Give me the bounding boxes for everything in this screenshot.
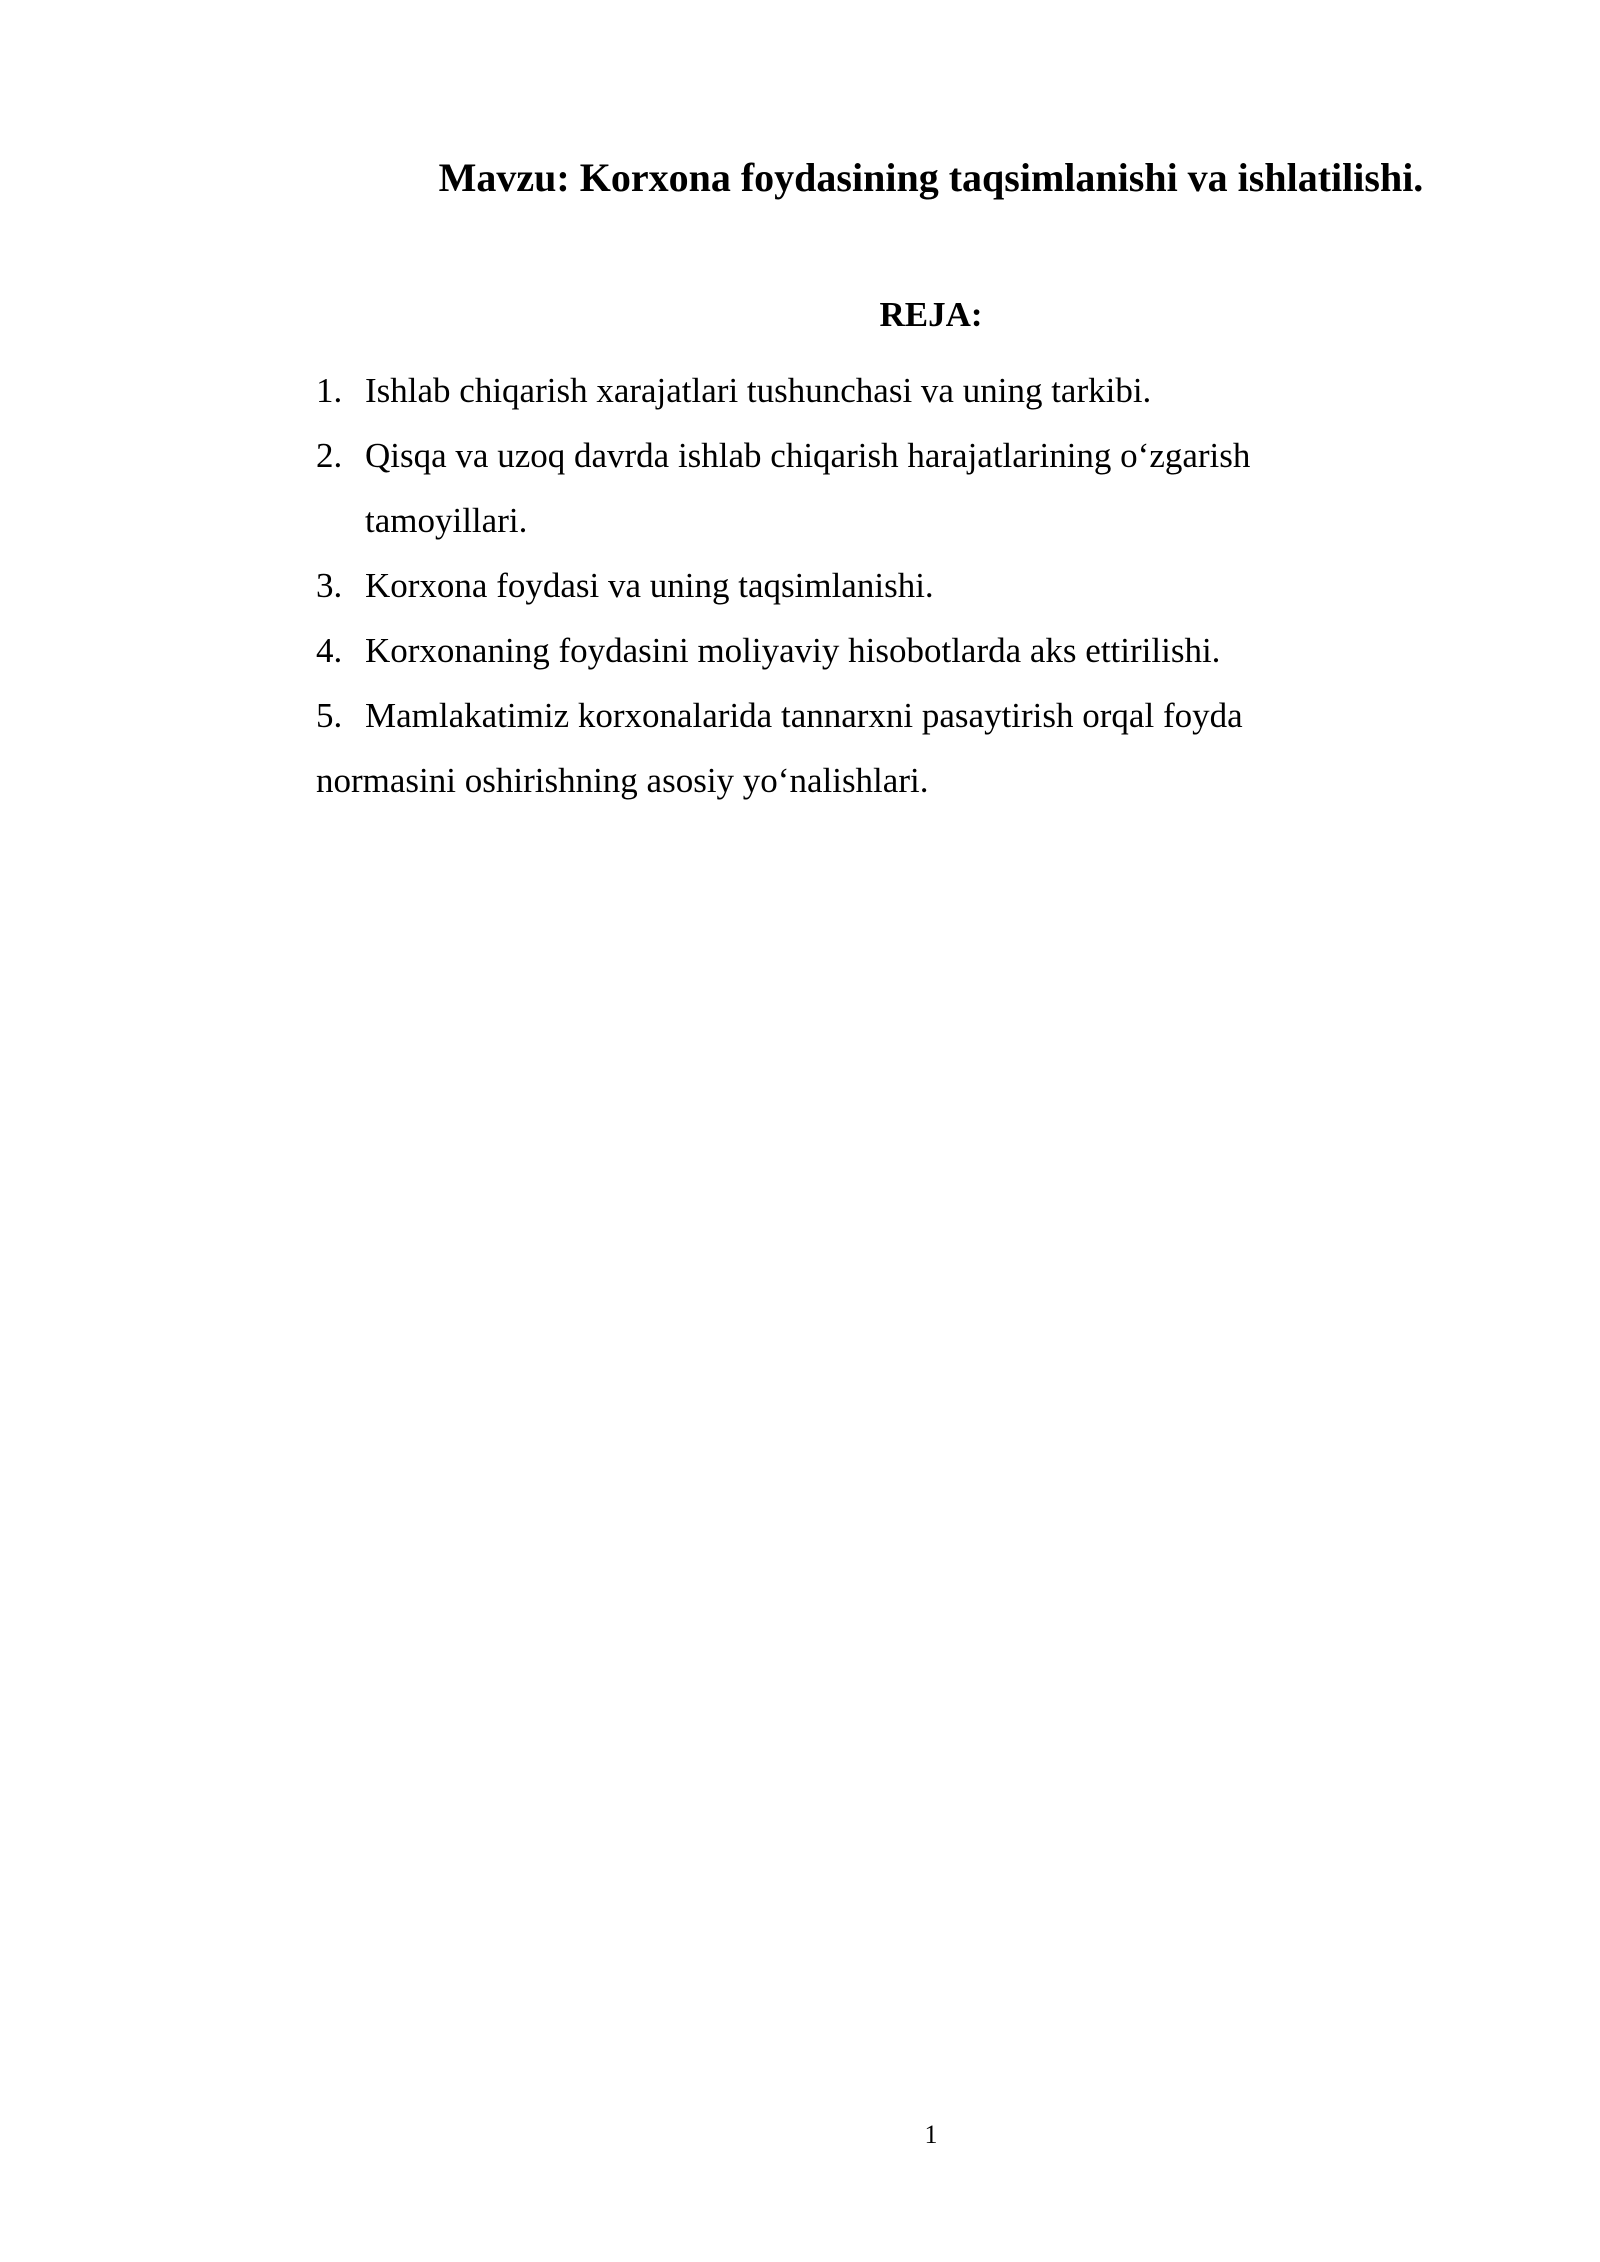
plan-item-5	[316, 683, 1366, 813]
plan-item-number: 2.	[316, 436, 343, 475]
plan-item-4	[316, 618, 1366, 683]
plan-item-text: Qisqa va uzoq davrda ishlab chiqarish harajatlarining o‘zgarish tamoyillari.	[365, 436, 1251, 540]
plan-item-text: Korxonaning foydasini moliyaviy hisobotlarda aks ettirilishi.	[365, 631, 1221, 670]
plan-item-number: 1.	[316, 371, 343, 410]
page-title: Mavzu: Korxona foydasining taqsimlanishi va ishlatilishi.	[438, 155, 1424, 200]
plan-item-text: Mamlakatimiz korxonalarida tannarxni pasaytirish orqal foyda normasini oshirishning asosiy yo‘nalishlari.	[316, 696, 1243, 800]
plan-heading: REJA:	[879, 295, 983, 334]
page-number: 1	[924, 2120, 938, 2149]
plan-item-number: 5.	[316, 696, 343, 735]
plan-item-3	[316, 553, 1366, 618]
plan-item-text: Ishlab chiqarish xarajatlari tushunchasi va uning tarkibi.	[365, 371, 1152, 410]
plan-item-1	[316, 358, 1366, 423]
plan-item-text: Korxona foydasi va uning taqsimlanishi.	[365, 566, 934, 605]
plan-list	[316, 358, 1366, 813]
plan-item-number: 4.	[316, 631, 343, 670]
plan-item-2	[316, 423, 1366, 553]
plan-item-number: 3.	[316, 566, 343, 605]
